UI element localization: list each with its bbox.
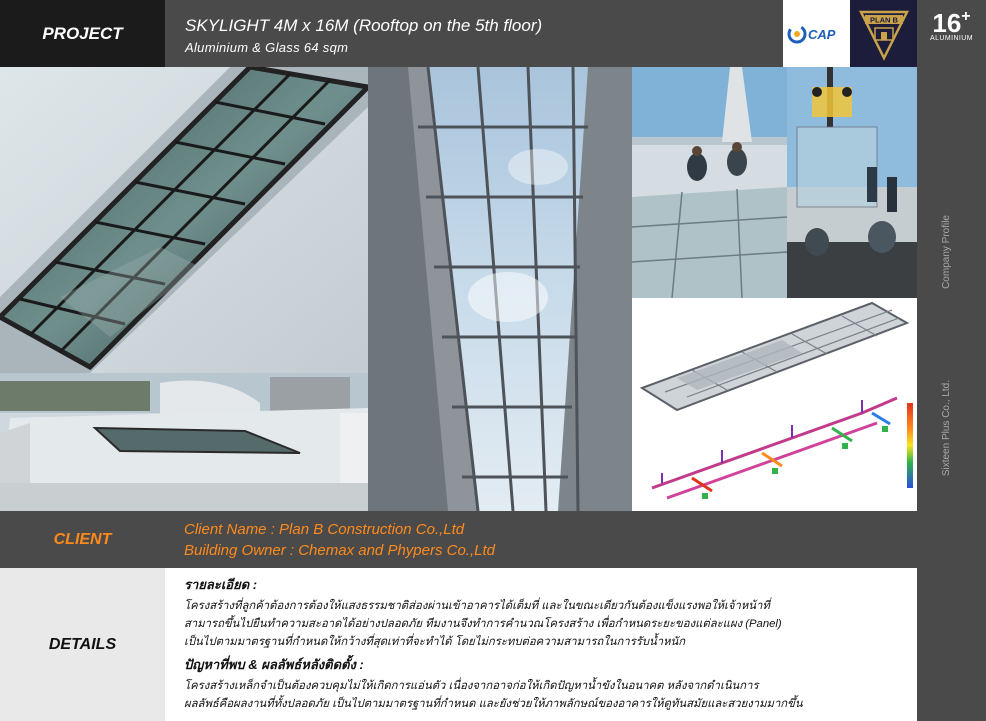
problems-heading: ปัญหาที่พบ & ผลลัพธ์หลังติดตั้ง : [184, 657, 364, 672]
photo-rooftop-wide [0, 373, 368, 511]
sixteen-plus-logo [917, 8, 986, 42]
details-line: ผลลัพธ์คือผลงานที่ทั้งปลอดภัย เป็นไปตามมาตรฐานที่กำหนด และยังช่วยให้ภาพลักษณ์ของอาคารให้ดูทันสมัยและสวยงามมากขึ้น [184, 698, 803, 710]
rooftop-wide-image [0, 373, 368, 511]
details-line: โครงสร้างที่ลูกค้าต้องการต้องให้แสงธรรมชาติส่องผ่านเข้าอาคารได้เต็มที่ และในขณะเดียวกันต้องแข็งแรงพอให้เจ้าหน้าที่ [184, 600, 770, 612]
right-sidebar [917, 0, 986, 721]
cap-logo [783, 0, 850, 67]
photo-structural-model [632, 298, 917, 511]
company-name-text: Sixteen Plus Co., Ltd. [941, 380, 952, 477]
project-title: SKYLIGHT 4M x 16M (Rooftop on the 5th floor) [185, 16, 543, 35]
sixteen-logo-sub: ALUMINIUM [930, 35, 973, 42]
client-label-text: CLIENT [53, 530, 112, 548]
sixteen-logo-number: 16 [932, 8, 962, 38]
company-profile-text: Company Profile [941, 215, 952, 289]
details-body [165, 568, 917, 721]
planb-logo [850, 0, 917, 67]
project-subtitle: Aluminium & Glass 64 sqm [185, 40, 349, 55]
sixteen-logo-plus: + [961, 8, 971, 25]
project-label [0, 0, 165, 67]
structural-model-image [632, 298, 917, 511]
project-header [165, 0, 783, 67]
client-label [0, 511, 165, 568]
details-line: เป็นไปตามมาตรฐานที่กำหนดให้กว้างที่สุดเท่าที่จะทำได้ โดยไม่กระทบต่อความสามารถในการรับน้ำหนัก [184, 636, 686, 648]
client-name: Client Name : Plan B Construction Co.,Ltd [184, 521, 465, 538]
client-info [165, 511, 917, 568]
details-heading: รายละเอียด : [184, 577, 258, 592]
glass-lifting-image [787, 67, 917, 298]
planb-logo-text: PLAN B [869, 15, 898, 24]
photo-skylight-top [0, 67, 368, 373]
details-label [0, 568, 165, 721]
building-owner: Building Owner : Chemax and Phypers Co.,Ltd [184, 542, 495, 559]
photo-installation-workers [632, 67, 787, 298]
skylight-top-image [0, 67, 368, 373]
installation-workers-image [632, 67, 787, 298]
cap-logo-text: CAP [807, 26, 835, 42]
photo-glass-lifting [787, 67, 917, 298]
details-line: โครงสร้างเหล็กจำเป็นต้องควบคุมไม่ให้เกิดการแอ่นตัว เนื่องจากอาจก่อให้เกิดปัญหาน้ำขังในอนาคต หลังจากดำเนินการ [184, 680, 759, 692]
planb-logo-icon [857, 6, 911, 62]
photo-skylight-interior [368, 67, 632, 511]
details-label-text: DETAILS [48, 635, 117, 653]
details-line: สามารถขึ้นไปยืนทำความสะอาดได้อย่างปลอดภัย ทีมงานจึงทำการคำนวณโครงสร้าง เพื่อกำหนดระยะของแต่ละแผง (Panel) [184, 618, 782, 630]
skylight-interior-image [368, 67, 632, 511]
cap-logo-icon [787, 19, 847, 49]
project-label-text: PROJECT [42, 23, 123, 43]
